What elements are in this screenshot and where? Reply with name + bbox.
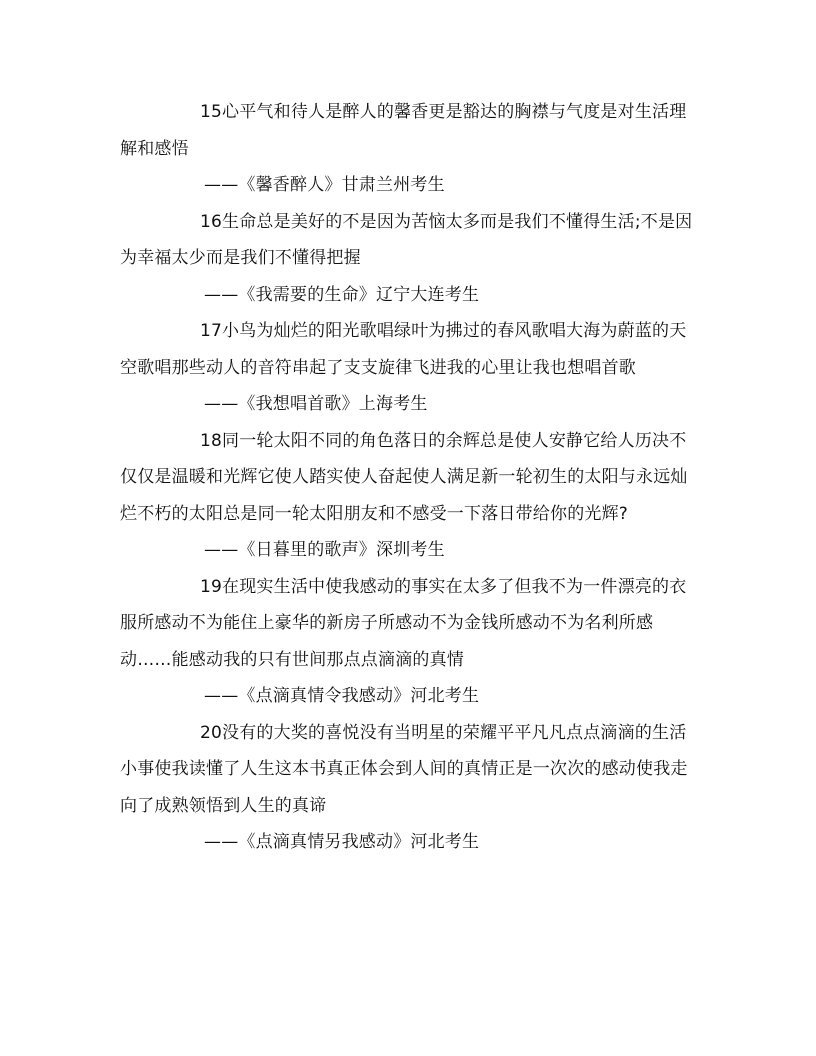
entry-17-credit: ——《我想唱首歌》上海考生 <box>204 394 428 414</box>
entry-16-credit: ——《我需要的生命》辽宁大连考生 <box>204 284 480 305</box>
entry-18-text: 18同一轮太阳不同的角色落日的余辉总是使人安静它给人历决不仅仅是温暖和光辉它使人踏实使人奋起使人满足新一轮初生的太阳与永远灿烂不朽的太阳总是同一轮太阳朋友和不感受一下落日带给你的光辉? <box>120 430 688 524</box>
entry-19-text: 19在现实生活中使我感动的事实在太多了但我不为一件漂亮的衣服所感动不为能住上豪华的新房子所感动不为金钱所感动不为名利所感动……能感动我的只有世间那点点滴滴的真情 <box>120 576 687 670</box>
entry-20-credit: ——《点滴真情另我感动》河北考生 <box>204 832 480 852</box>
entry-15-credit: ——《馨香醉人》甘肃兰州考生 <box>204 175 445 195</box>
document-body <box>120 94 700 861</box>
entry-18-credit: ——《日暮里的歌声》深圳考生 <box>204 540 445 560</box>
entry-15-text: 15心平气和待人是醉人的馨香更是豁达的胸襟与气度是对生活理解和感悟 <box>120 102 687 159</box>
entry-16-text: 16生命总是美好的不是因为苦恼太多而是我们不懂得生活;不是因为幸福太少而是我们不懂得把握 <box>120 211 693 268</box>
entry-20-text: 20没有的大奖的喜悦没有当明星的荣耀平平凡凡点点滴滴的生活小事使我读懂了人生这本书真正体会到人间的真情正是一次次的感动使我走向了成熟领悟到人生的真谛 <box>120 722 688 816</box>
entry-17-text: 17小鸟为灿烂的阳光歌唱绿叶为拂过的春风歌唱大海为蔚蓝的天空歌唱那些动人的音符串起了支支旋律飞进我的心里让我也想唱首歌 <box>120 321 687 378</box>
entry-19-credit: ——《点滴真情令我感动》河北考生 <box>204 686 480 706</box>
